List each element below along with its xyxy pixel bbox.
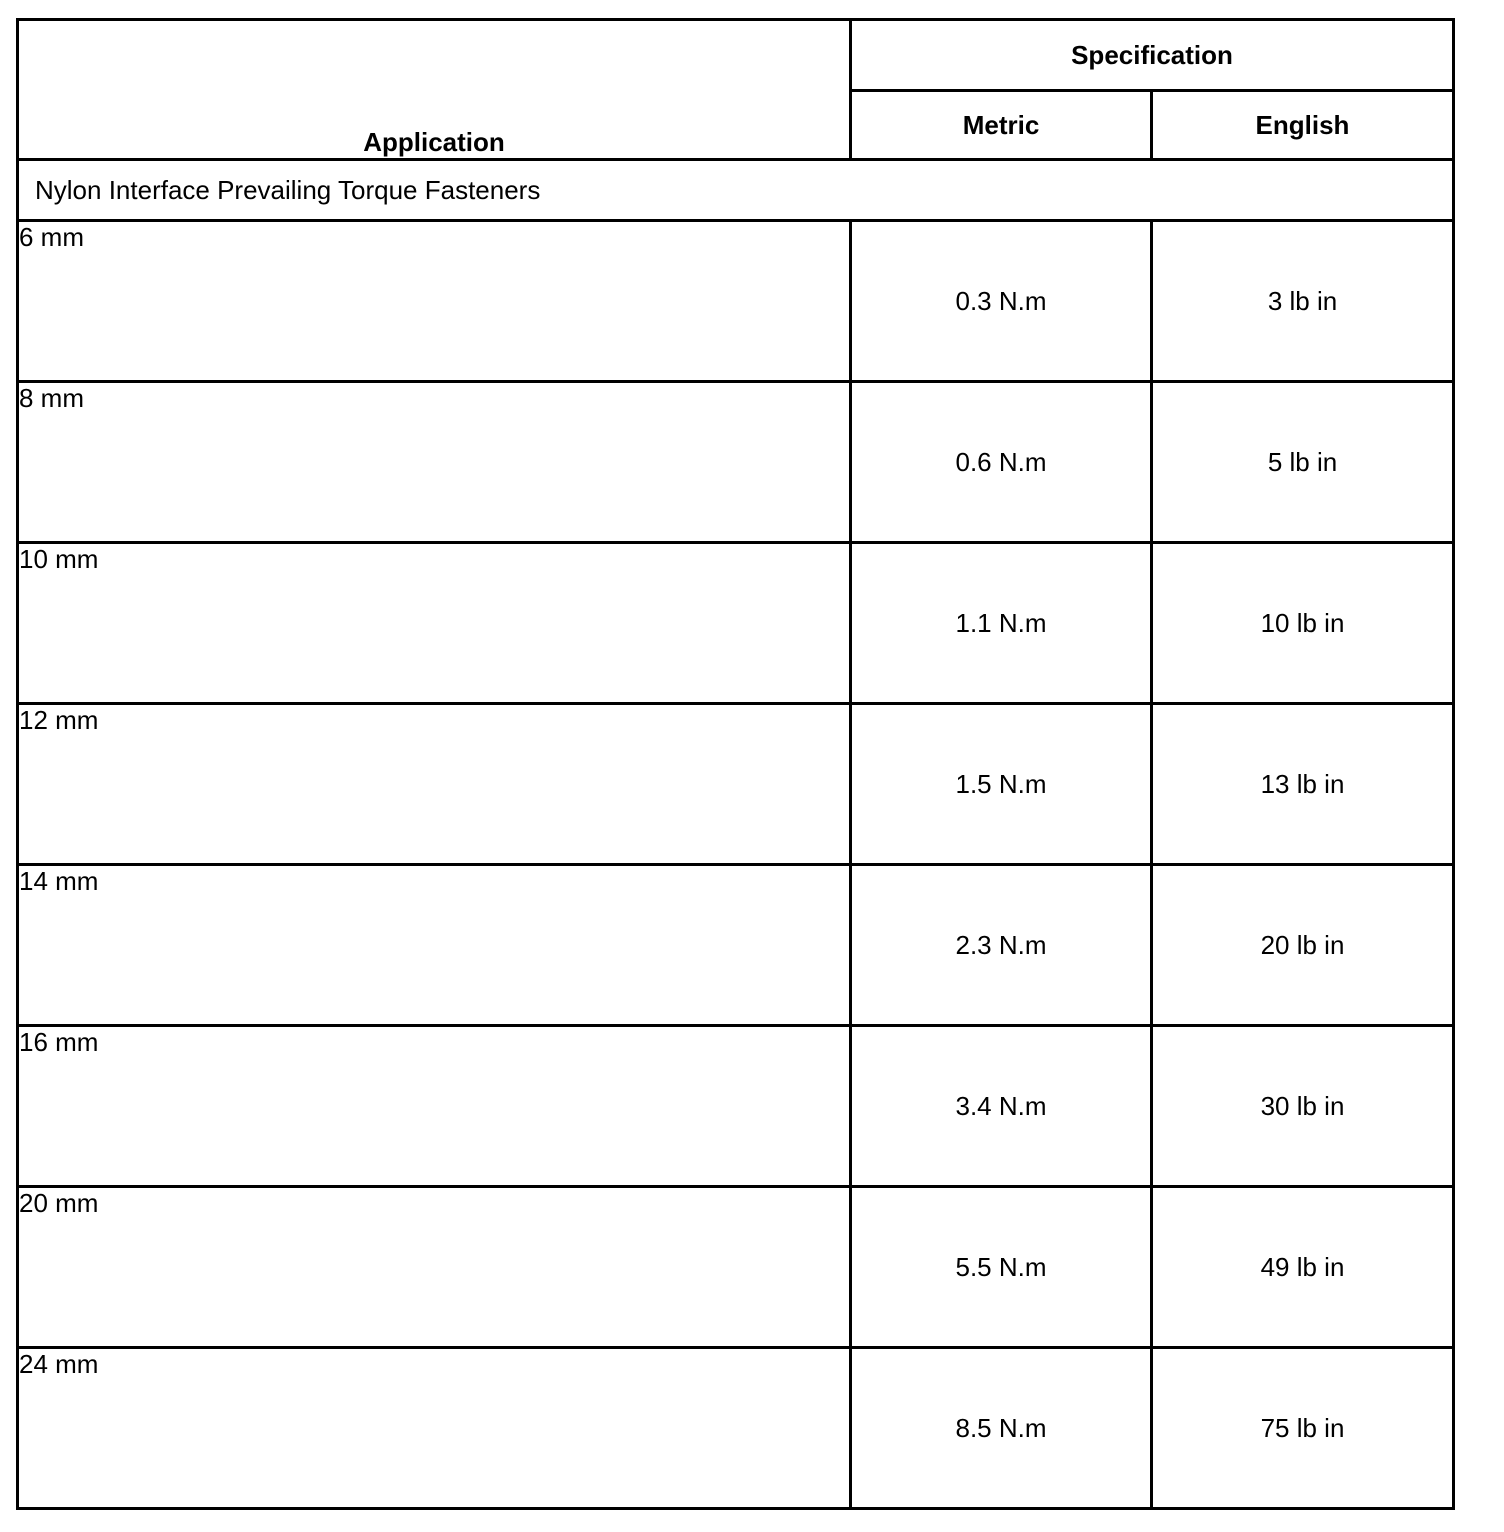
english-value: 5 lb in <box>1152 382 1454 543</box>
torque-spec-table <box>16 18 1455 1510</box>
application-header: Application <box>18 20 851 160</box>
english-value: 75 lb in <box>1152 1348 1454 1509</box>
fastener-size: 10 mm <box>18 543 851 704</box>
metric-value: 1.1 N.m <box>851 543 1152 704</box>
metric-value: 8.5 N.m <box>851 1348 1152 1509</box>
fastener-size: 6 mm <box>18 221 851 382</box>
specification-header: Specification <box>851 20 1454 91</box>
metric-value: 3.4 N.m <box>851 1026 1152 1187</box>
metric-value: 0.6 N.m <box>851 382 1152 543</box>
fastener-size: 14 mm <box>18 865 851 1026</box>
section-row <box>18 160 1454 221</box>
english-value: 13 lb in <box>1152 704 1454 865</box>
fastener-size: 24 mm <box>18 1348 851 1509</box>
header-row <box>18 20 1454 91</box>
english-value: 10 lb in <box>1152 543 1454 704</box>
table-row <box>18 1187 1454 1348</box>
table-row <box>18 1348 1454 1509</box>
section-title: Nylon Interface Prevailing Torque Fasteners <box>18 160 1454 221</box>
english-value: 3 lb in <box>1152 221 1454 382</box>
metric-value: 5.5 N.m <box>851 1187 1152 1348</box>
fastener-size: 20 mm <box>18 1187 851 1348</box>
english-value: 30 lb in <box>1152 1026 1454 1187</box>
english-value: 20 lb in <box>1152 865 1454 1026</box>
fastener-size: 8 mm <box>18 382 851 543</box>
table-row <box>18 382 1454 543</box>
table-row <box>18 221 1454 382</box>
metric-value: 0.3 N.m <box>851 221 1152 382</box>
table-row <box>18 704 1454 865</box>
english-value: 49 lb in <box>1152 1187 1454 1348</box>
table-row <box>18 1026 1454 1187</box>
english-header: English <box>1152 91 1454 160</box>
metric-value: 1.5 N.m <box>851 704 1152 865</box>
table-row <box>18 865 1454 1026</box>
metric-value: 2.3 N.m <box>851 865 1152 1026</box>
table-row <box>18 543 1454 704</box>
fastener-size: 12 mm <box>18 704 851 865</box>
fastener-size: 16 mm <box>18 1026 851 1187</box>
metric-header: Metric <box>851 91 1152 160</box>
